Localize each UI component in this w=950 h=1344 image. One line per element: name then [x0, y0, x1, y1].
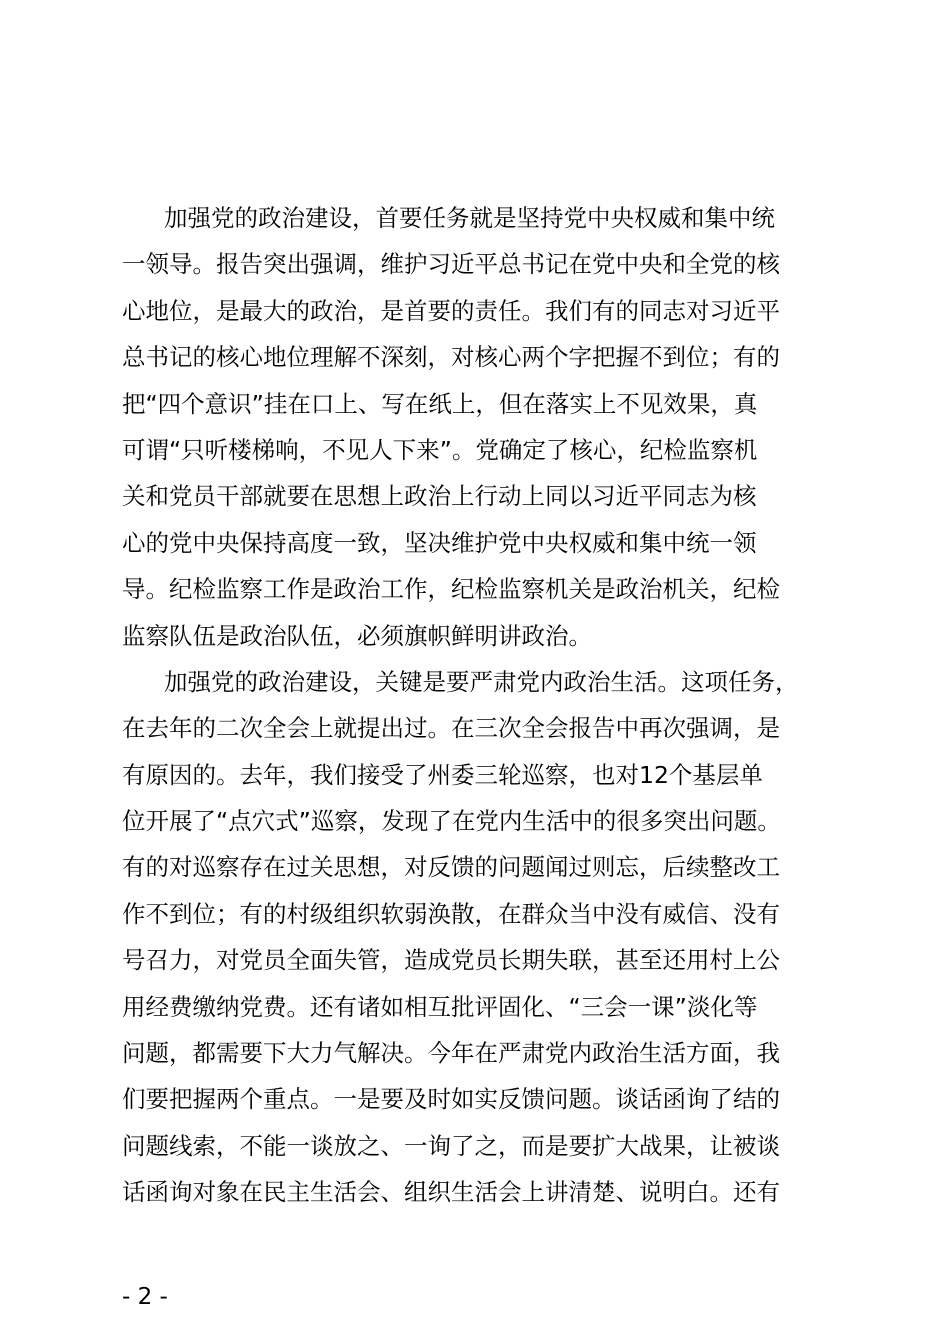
text-line: 有原因的。去年，我们接受了州委三轮巡察，也对12个基层单 [122, 760, 763, 789]
text-line: 加强党的政治建设，关键是要严肃党内政治生活。这项任务， [164, 667, 799, 696]
text-line: 用经费缴纳党费。还有诸如相互批评固化、“三会一课”淡化等 [122, 992, 758, 1021]
text-line: 加强党的政治建设，首要任务就是坚持党中央权威和集中统 [164, 204, 775, 232]
text-line: 号召力，对党员全面失管，造成党员长期失联，甚至还用村上公 [122, 946, 780, 975]
text-line: 可谓“只听楼梯响，不见人下来”。党确定了核心，纪检监察机 [122, 435, 758, 464]
text-line: 话函询对象在民主生活会、组织生活会上讲清楚、说明白。还有 [122, 1178, 780, 1207]
text-line: 心地位，是最大的政治，是首要的责任。我们有的同志对习近平 [122, 296, 780, 325]
text-line: 作不到位；有的村级组织软弱涣散，在群众当中没有威信、没有 [122, 899, 780, 928]
text-line: 关和党员干部就要在思想上政治上行动上同以习近平同志为核 [122, 482, 757, 511]
document-body [122, 195, 822, 1216]
page-number: - 2 - [122, 1284, 168, 1310]
text-line: 一领导。报告突出强调，维护习近平总书记在党中央和全党的核 [122, 250, 780, 279]
text-line: 在去年的二次全会上就提出过。在三次全会报告中再次强调，是 [122, 714, 780, 743]
text-line: 有的对巡察存在过关思想，对反馈的问题闻过则忘，后续整改工 [122, 853, 780, 882]
text-line: 总书记的核心地位理解不深刻，对核心两个字把握不到位；有的 [122, 343, 780, 372]
text-line: 问题线索，不能一谈放之、一询了之，而是要扩大战果，让被谈 [122, 1131, 780, 1160]
text-line: 心的党中央保持高度一致，坚决维护党中央权威和集中统一领 [122, 528, 757, 557]
text-line: 问题，都需要下大力气解决。今年在严肃党内政治生活方面，我 [122, 1039, 780, 1068]
text-line: 把“四个意识”挂在口上、写在纸上，但在落实上不见效果，真 [122, 389, 758, 418]
text-line: 们要把握两个重点。一是要及时如实反馈问题。谈话函询了结的 [122, 1085, 780, 1114]
text-line: 位开展了“点穴式”巡察，发现了在党内生活中的很多突出问题。 [122, 807, 781, 836]
text-line: 导。纪检监察工作是政治工作，纪检监察机关是政治机关，纪检 [122, 575, 780, 604]
text-line: 监察队伍是政治队伍，必须旗帜鲜明讲政治。 [122, 621, 592, 650]
